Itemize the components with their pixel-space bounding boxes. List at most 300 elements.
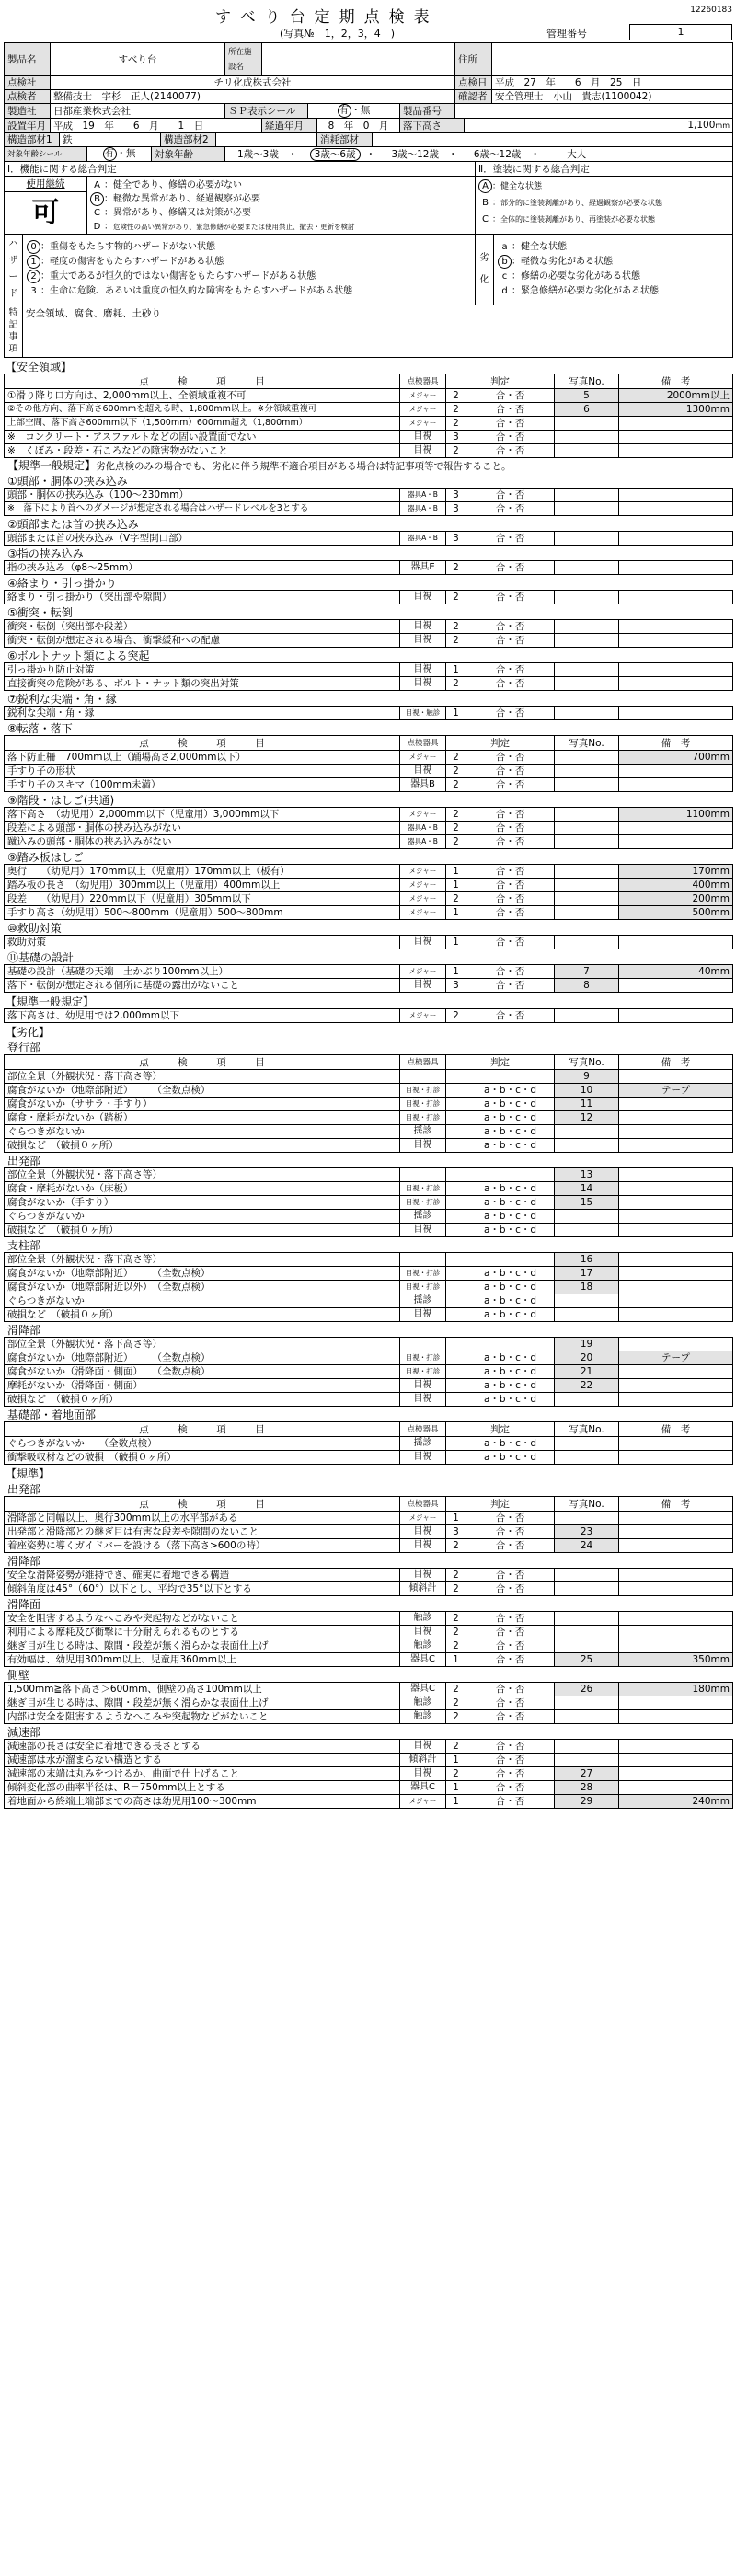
remark-text[interactable]: 500mm <box>619 906 733 920</box>
judge-cell[interactable] <box>466 1582 555 1596</box>
remark-text[interactable] <box>619 620 733 634</box>
photo-number[interactable] <box>555 1710 619 1724</box>
remark-text[interactable] <box>619 1696 733 1710</box>
inspector[interactable]: 整備技士 宇杉 正人(2140077) <box>51 90 455 104</box>
judge-cell[interactable] <box>466 403 555 417</box>
judge-cell[interactable] <box>466 634 555 648</box>
remark-text[interactable]: テープ <box>619 1084 733 1098</box>
judge-options[interactable]: a・b・c・d <box>483 1366 537 1377</box>
judge-cell[interactable] <box>466 1070 555 1084</box>
judge-cell[interactable] <box>466 1767 555 1781</box>
judge-options[interactable]: 合・否 <box>495 1640 525 1651</box>
remark-text[interactable] <box>619 1451 733 1465</box>
judge-cell[interactable] <box>466 765 555 778</box>
judge-options[interactable]: 合・否 <box>495 1613 525 1624</box>
judge-options[interactable]: 合・否 <box>495 489 525 500</box>
photo-number[interactable] <box>555 634 619 648</box>
remark-text[interactable] <box>619 1308 733 1322</box>
judge-cell[interactable] <box>466 1451 555 1465</box>
judge-options[interactable]: 合・否 <box>495 431 525 443</box>
remark-text[interactable] <box>619 1582 733 1596</box>
remark-text[interactable] <box>619 936 733 949</box>
photo-number[interactable] <box>555 707 619 720</box>
remark-text[interactable] <box>619 1393 733 1407</box>
judge-options[interactable]: 合・否 <box>495 966 525 977</box>
remark-text[interactable] <box>619 444 733 458</box>
remark-text[interactable] <box>619 1379 733 1393</box>
photo-number[interactable] <box>555 417 619 431</box>
judge-options[interactable]: 合・否 <box>495 445 525 456</box>
judge-options[interactable]: 合・否 <box>495 779 525 790</box>
judge-cell[interactable] <box>466 591 555 604</box>
judge-options[interactable]: a・b・c・d <box>483 1452 537 1463</box>
judge-options[interactable]: a・b・c・d <box>483 1438 537 1449</box>
photo-number[interactable]: 12 <box>555 1111 619 1125</box>
remark-text[interactable] <box>619 1139 733 1153</box>
photo-number[interactable] <box>555 778 619 792</box>
sp-seal-value[interactable]: 有 ・無 <box>308 104 400 119</box>
judge-cell[interactable] <box>466 532 555 546</box>
remark-text[interactable] <box>619 1210 733 1224</box>
judge-options[interactable]: 合・否 <box>495 592 525 603</box>
remark-text[interactable] <box>619 1267 733 1281</box>
photo-number[interactable]: 10 <box>555 1084 619 1098</box>
judge-options[interactable]: 合・否 <box>495 562 525 573</box>
remark-text[interactable]: 240mm <box>619 1795 733 1809</box>
product-name[interactable]: すべり台 <box>51 43 225 76</box>
judge-cell[interactable] <box>466 1182 555 1196</box>
judge-options[interactable]: 合・否 <box>495 1526 525 1537</box>
photo-number[interactable] <box>555 906 619 920</box>
judge-cell[interactable] <box>466 1351 555 1365</box>
judge-cell[interactable] <box>466 965 555 979</box>
remark-text[interactable] <box>619 1098 733 1111</box>
address-value[interactable] <box>492 43 733 76</box>
photo-number[interactable]: 29 <box>555 1795 619 1809</box>
judge-cell[interactable] <box>466 1740 555 1754</box>
judge-cell[interactable] <box>466 502 555 516</box>
judge-options[interactable]: a・b・c・d <box>483 1211 537 1222</box>
remark-text[interactable] <box>619 1281 733 1294</box>
age-option-3-6[interactable]: 3歳～6歳 <box>310 148 361 161</box>
judge-cell[interactable] <box>466 1267 555 1281</box>
photo-number[interactable]: 9 <box>555 1070 619 1084</box>
func-level-a: A ：健全であり、修繕の必要がない <box>90 178 472 192</box>
remark-text[interactable] <box>619 532 733 546</box>
photo-number[interactable] <box>555 822 619 835</box>
judge-options[interactable]: 合・否 <box>495 752 525 763</box>
judge-options[interactable]: a・b・c・d <box>483 1197 537 1208</box>
remark-text[interactable] <box>619 1767 733 1781</box>
photo-number[interactable] <box>555 936 619 949</box>
judge-options[interactable]: a・b・c・d <box>483 1380 537 1391</box>
photo-number[interactable] <box>555 561 619 575</box>
judge-options[interactable]: 合・否 <box>495 1654 525 1665</box>
photo-number[interactable] <box>555 751 619 765</box>
judge-cell[interactable] <box>466 1437 555 1451</box>
photo-number[interactable]: 25 <box>555 1653 619 1667</box>
judge-cell[interactable] <box>466 1098 555 1111</box>
age-option-adult[interactable]: 大人 <box>567 148 587 160</box>
photo-number[interactable]: 13 <box>555 1168 619 1182</box>
remark-text[interactable] <box>619 1539 733 1553</box>
judge-cell[interactable] <box>466 1710 555 1724</box>
remark-text[interactable] <box>619 1569 733 1582</box>
judge-options[interactable]: a・b・c・d <box>483 1282 537 1293</box>
hazard-level: 2 <box>446 1683 466 1696</box>
photo-number[interactable] <box>555 431 619 444</box>
photo-number[interactable]: 6 <box>555 403 619 417</box>
judge-cell[interactable] <box>466 663 555 677</box>
remark-text[interactable] <box>619 489 733 502</box>
judge-cell[interactable] <box>466 936 555 949</box>
remark-text[interactable] <box>619 1196 733 1210</box>
location-value[interactable] <box>262 43 455 76</box>
management-number[interactable]: 1 <box>629 24 732 40</box>
judge-cell[interactable] <box>466 1795 555 1809</box>
photo-number[interactable]: 15 <box>555 1196 619 1210</box>
age-option-6-12[interactable]: 6歳～12歳 <box>473 148 522 160</box>
photo-number[interactable] <box>555 677 619 691</box>
judge-options[interactable]: a・b・c・d <box>483 1295 537 1306</box>
photo-number[interactable] <box>555 1582 619 1596</box>
photo-number[interactable]: 20 <box>555 1351 619 1365</box>
photo-number[interactable] <box>555 1512 619 1525</box>
judge-cell[interactable] <box>466 1754 555 1767</box>
judge-cell[interactable] <box>466 778 555 792</box>
judge-options[interactable]: a・b・c・d <box>483 1394 537 1405</box>
photo-number[interactable] <box>555 1696 619 1710</box>
photo-number[interactable] <box>555 620 619 634</box>
judge-options[interactable]: 合・否 <box>495 880 525 891</box>
judge-cell[interactable] <box>466 822 555 835</box>
remark-text[interactable] <box>619 417 733 431</box>
remark-text[interactable]: 350mm <box>619 1653 733 1667</box>
judge-cell[interactable] <box>466 1139 555 1153</box>
judge-cell[interactable] <box>466 1379 555 1393</box>
photo-number[interactable] <box>555 865 619 879</box>
judge-options[interactable]: 合・否 <box>495 418 525 429</box>
remark-text[interactable] <box>619 1710 733 1724</box>
judge-options[interactable]: 合・否 <box>495 836 525 847</box>
judge-options[interactable]: 合・否 <box>495 533 525 544</box>
judge-cell[interactable] <box>466 1393 555 1407</box>
photo-number[interactable] <box>555 1437 619 1451</box>
maker[interactable]: 日都産業株式会社 <box>51 104 225 119</box>
judge-cell[interactable] <box>466 1626 555 1639</box>
judge-cell[interactable] <box>466 1338 555 1351</box>
photo-number[interactable]: 18 <box>555 1281 619 1294</box>
judge-options[interactable]: 合・否 <box>495 937 525 948</box>
judge-options[interactable]: 合・否 <box>495 1512 525 1524</box>
remark-text[interactable] <box>619 1525 733 1539</box>
photo-number[interactable] <box>555 663 619 677</box>
photo-number[interactable] <box>555 489 619 502</box>
photo-number[interactable] <box>555 765 619 778</box>
photo-number[interactable]: 5 <box>555 389 619 403</box>
remark-text[interactable]: 200mm <box>619 892 733 906</box>
judge-cell[interactable] <box>466 1683 555 1696</box>
judge-options[interactable]: 合・否 <box>495 1754 525 1765</box>
photo-number[interactable] <box>555 1294 619 1308</box>
remark-text[interactable] <box>619 677 733 691</box>
remark-text[interactable]: 40mm <box>619 965 733 979</box>
remark-text[interactable] <box>619 431 733 444</box>
photo-number[interactable] <box>555 1626 619 1639</box>
remark-text[interactable] <box>619 663 733 677</box>
photo-number[interactable] <box>555 1224 619 1237</box>
judge-cell[interactable] <box>466 1196 555 1210</box>
photo-number[interactable] <box>555 444 619 458</box>
material1[interactable]: 鉄 <box>60 133 161 147</box>
judge-cell[interactable] <box>466 677 555 691</box>
age-option-1-3[interactable]: 1歳～3歳 <box>237 148 279 160</box>
judge-options[interactable]: 合・否 <box>495 390 525 401</box>
judge-options[interactable]: 合・否 <box>495 1768 525 1779</box>
judge-options[interactable]: 合・否 <box>495 1697 525 1708</box>
remark-text[interactable] <box>619 1754 733 1767</box>
photo-number[interactable] <box>555 1125 619 1139</box>
judge-cell[interactable] <box>466 489 555 502</box>
judge-cell[interactable] <box>466 865 555 879</box>
judge-options[interactable]: a・b・c・d <box>483 1309 537 1320</box>
fall-height-cell[interactable] <box>465 119 733 133</box>
photo-number[interactable] <box>555 1308 619 1322</box>
inspect-date[interactable]: 平成 27 年 6 月 25 日 <box>492 76 733 90</box>
remark-text[interactable] <box>619 1182 733 1196</box>
judge-cell[interactable] <box>466 389 555 403</box>
judge-options[interactable]: 合・否 <box>495 1796 525 1807</box>
judge-cell[interactable] <box>466 561 555 575</box>
remark-text[interactable] <box>619 1009 733 1023</box>
remark-text[interactable] <box>619 1639 733 1653</box>
judge-cell[interactable] <box>466 417 555 431</box>
photo-number[interactable]: 24 <box>555 1539 619 1553</box>
judge-options[interactable]: 合・否 <box>495 893 525 904</box>
judge-options[interactable]: 合・否 <box>495 1627 525 1638</box>
judge-cell[interactable] <box>466 1639 555 1653</box>
photo-number[interactable]: 11 <box>555 1098 619 1111</box>
judge-cell[interactable] <box>466 879 555 892</box>
remark-text[interactable] <box>619 979 733 993</box>
elapsed[interactable]: 8 年 0 月 <box>317 119 400 133</box>
remark-text[interactable] <box>619 1111 733 1125</box>
remark-text[interactable] <box>619 1338 733 1351</box>
judge-options[interactable]: 合・否 <box>495 765 525 776</box>
photo-number[interactable]: 14 <box>555 1182 619 1196</box>
judge-options[interactable]: 合・否 <box>495 503 525 514</box>
judge-cell[interactable] <box>466 1525 555 1539</box>
photo-number[interactable] <box>555 1569 619 1582</box>
photo-number[interactable] <box>555 1740 619 1754</box>
judge-cell[interactable] <box>466 808 555 822</box>
judge-cell[interactable] <box>466 1365 555 1379</box>
remark-text[interactable] <box>619 1612 733 1626</box>
photo-number[interactable]: 26 <box>555 1683 619 1696</box>
judge-cell[interactable] <box>466 906 555 920</box>
judge-options[interactable]: a・b・c・d <box>483 1112 537 1123</box>
judge-options[interactable]: a・b・c・d <box>483 1268 537 1279</box>
remark-text[interactable]: 400mm <box>619 879 733 892</box>
judge-options[interactable]: a・b・c・d <box>483 1140 537 1151</box>
judge-options[interactable]: 合・否 <box>495 907 525 918</box>
photo-number[interactable] <box>555 1612 619 1626</box>
remark-text[interactable] <box>619 707 733 720</box>
remark-text[interactable] <box>619 561 733 575</box>
remark-text[interactable]: 700mm <box>619 751 733 765</box>
judge-cell[interactable] <box>466 1009 555 1023</box>
judge-options[interactable]: a・b・c・d <box>483 1225 537 1236</box>
judge-options[interactable]: 合・否 <box>495 1711 525 1722</box>
judge-options[interactable]: a・b・c・d <box>483 1098 537 1110</box>
photo-number[interactable]: 23 <box>555 1525 619 1539</box>
remark-text[interactable] <box>619 778 733 792</box>
judge-cell[interactable] <box>466 444 555 458</box>
judge-cell[interactable] <box>466 431 555 444</box>
judge-cell[interactable] <box>466 1210 555 1224</box>
judge-options[interactable]: a・b・c・d <box>483 1183 537 1194</box>
photo-number[interactable]: 17 <box>555 1267 619 1281</box>
photo-number[interactable] <box>555 591 619 604</box>
remark-text[interactable] <box>619 502 733 516</box>
overall-result[interactable]: 可 <box>5 192 87 235</box>
judge-cell[interactable] <box>466 1168 555 1182</box>
confirmer[interactable]: 安全管理士 小山 貴志(1100042) <box>492 90 733 104</box>
photo-number[interactable] <box>555 1009 619 1023</box>
judge-options[interactable]: a・b・c・d <box>483 1352 537 1363</box>
judge-cell[interactable] <box>466 1612 555 1626</box>
judge-options[interactable]: 合・否 <box>495 822 525 834</box>
judge-options[interactable]: 合・否 <box>495 1010 525 1021</box>
remark-text[interactable] <box>619 1224 733 1237</box>
judge-cell[interactable] <box>466 1569 555 1582</box>
judge-cell[interactable] <box>466 979 555 993</box>
photo-number[interactable] <box>555 879 619 892</box>
photo-number[interactable] <box>555 808 619 822</box>
remark-text[interactable]: 180mm <box>619 1683 733 1696</box>
judge-options[interactable]: 合・否 <box>495 404 525 415</box>
remark-text[interactable]: 170mm <box>619 865 733 879</box>
judge-options[interactable]: a・b・c・d <box>483 1126 537 1137</box>
judge-cell[interactable] <box>466 892 555 906</box>
judge-options[interactable]: 合・否 <box>495 1782 525 1793</box>
photo-number[interactable]: 28 <box>555 1781 619 1795</box>
judge-options[interactable]: 合・否 <box>495 707 525 719</box>
remark-text[interactable] <box>619 1365 733 1379</box>
photo-number[interactable]: 16 <box>555 1253 619 1267</box>
judge-cell[interactable] <box>466 1281 555 1294</box>
remark-text[interactable]: テープ <box>619 1351 733 1365</box>
judge-options[interactable]: 合・否 <box>495 1540 525 1551</box>
judge-cell[interactable] <box>466 1308 555 1322</box>
judge-options[interactable]: 合・否 <box>495 664 525 675</box>
product-number[interactable] <box>455 104 733 119</box>
photo-number[interactable] <box>555 892 619 906</box>
photo-number[interactable] <box>555 1451 619 1465</box>
judge-options[interactable]: 合・否 <box>495 1570 525 1581</box>
judge-options[interactable]: a・b・c・d <box>483 1085 537 1096</box>
remark-text[interactable] <box>619 765 733 778</box>
judge-cell[interactable] <box>466 1294 555 1308</box>
remark-text[interactable] <box>619 1294 733 1308</box>
judge-options[interactable]: 合・否 <box>495 866 525 877</box>
judge-options[interactable]: 合・否 <box>495 809 525 820</box>
judge-options[interactable]: 合・否 <box>495 621 525 632</box>
remark-text[interactable]: 1300mm <box>619 403 733 417</box>
photo-number[interactable]: 27 <box>555 1767 619 1781</box>
install-date[interactable]: 平成 19 年 6 月 1 日 <box>51 119 262 133</box>
photo-number[interactable]: 8 <box>555 979 619 993</box>
remark-text[interactable]: 2000mm以上 <box>619 389 733 403</box>
photo-number[interactable] <box>555 1210 619 1224</box>
judge-options[interactable]: 合・否 <box>495 1684 525 1695</box>
remark-text[interactable] <box>619 1253 733 1267</box>
judge-options[interactable]: 合・否 <box>495 1741 525 1752</box>
remark-text[interactable] <box>619 1168 733 1182</box>
photo-number[interactable]: 21 <box>555 1365 619 1379</box>
remark-text[interactable] <box>619 591 733 604</box>
judge-cell[interactable] <box>466 1224 555 1237</box>
consumable[interactable] <box>373 133 733 147</box>
photo-number[interactable] <box>555 1639 619 1653</box>
judge-cell[interactable] <box>466 1653 555 1667</box>
judge-cell[interactable] <box>466 1781 555 1795</box>
photo-number[interactable]: 22 <box>555 1379 619 1393</box>
material2[interactable] <box>216 133 317 147</box>
photo-number[interactable] <box>555 532 619 546</box>
photo-number[interactable]: 7 <box>555 965 619 979</box>
judge-cell[interactable] <box>466 1084 555 1098</box>
judge-cell[interactable] <box>466 1125 555 1139</box>
judge-cell[interactable] <box>466 1253 555 1267</box>
remark-text[interactable] <box>619 1437 733 1451</box>
judge-cell[interactable] <box>466 1539 555 1553</box>
remark-text[interactable] <box>619 835 733 849</box>
photo-number[interactable] <box>555 1139 619 1153</box>
remark-text[interactable] <box>619 1740 733 1754</box>
remark-text[interactable] <box>619 1781 733 1795</box>
judge-options[interactable]: 合・否 <box>495 1583 525 1594</box>
remark-text[interactable] <box>619 1626 733 1639</box>
photo-number[interactable] <box>555 502 619 516</box>
judge-cell[interactable] <box>466 1696 555 1710</box>
tool-text: メジャー <box>400 865 446 879</box>
photo-number[interactable] <box>555 835 619 849</box>
judge-cell[interactable] <box>466 835 555 849</box>
remark-text[interactable] <box>619 1512 733 1525</box>
judge-options[interactable]: 合・否 <box>495 635 525 646</box>
judge-cell[interactable] <box>466 620 555 634</box>
judge-cell[interactable] <box>466 707 555 720</box>
judge-options[interactable]: 合・否 <box>495 678 525 689</box>
photo-number[interactable] <box>555 1393 619 1407</box>
judge-cell[interactable] <box>466 1512 555 1525</box>
judge-cell[interactable] <box>466 751 555 765</box>
remark-text[interactable] <box>619 1070 733 1084</box>
judge-cell[interactable] <box>466 1111 555 1125</box>
photo-number[interactable] <box>555 1754 619 1767</box>
remark-text[interactable] <box>619 634 733 648</box>
age-option-3-12[interactable]: 3歳～12歳 <box>391 148 439 160</box>
remark-text[interactable] <box>619 822 733 835</box>
inspector-company[interactable]: チリ化成株式会社 <box>51 76 455 90</box>
age-seal-value[interactable]: 有 ・無 <box>87 147 152 162</box>
judge-options[interactable]: 合・否 <box>495 980 525 991</box>
remark-text[interactable]: 1100mm <box>619 808 733 822</box>
photo-number[interactable]: 19 <box>555 1338 619 1351</box>
special-notes[interactable]: 安全領域、腐食、磨耗、土砂り <box>23 305 733 358</box>
remark-text[interactable] <box>619 1125 733 1139</box>
